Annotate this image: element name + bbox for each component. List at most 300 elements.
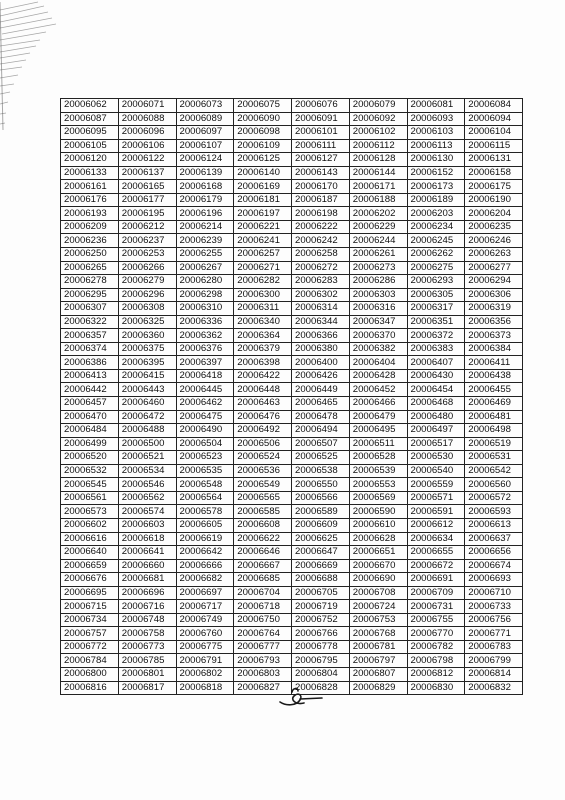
roll-number-cell: 20006642 — [176, 546, 234, 560]
roll-number-cell: 20006340 — [234, 315, 292, 329]
roll-number-cell: 20006395 — [118, 356, 176, 370]
roll-number-cell: 20006816 — [61, 681, 119, 695]
roll-number-cell: 20006258 — [292, 248, 350, 262]
roll-number-cell: 20006236 — [61, 234, 119, 248]
roll-number-cell: 20006504 — [176, 437, 234, 451]
roll-number-cell: 20006089 — [176, 112, 234, 126]
roll-number-cell: 20006263 — [465, 248, 523, 262]
roll-number-cell: 20006398 — [234, 356, 292, 370]
roll-number-cell: 20006534 — [118, 464, 176, 478]
roll-number-cell: 20006303 — [349, 288, 407, 302]
roll-number-cell: 20006603 — [118, 518, 176, 532]
roll-number-cell: 20006499 — [61, 437, 119, 451]
roll-number-cell: 20006634 — [407, 532, 465, 546]
table-row — [61, 491, 523, 505]
roll-number-cell: 20006322 — [61, 315, 119, 329]
roll-number-cell: 20006113 — [407, 139, 465, 153]
table-row — [61, 627, 523, 641]
roll-number-cell: 20006370 — [349, 329, 407, 343]
roll-number-cell: 20006357 — [61, 329, 119, 343]
table-row — [61, 424, 523, 438]
roll-number-cell: 20006681 — [118, 573, 176, 587]
roll-number-cell: 20006137 — [118, 166, 176, 180]
roll-number-cell: 20006690 — [349, 573, 407, 587]
roll-number-cell: 20006221 — [234, 220, 292, 234]
roll-number-cell: 20006463 — [234, 397, 292, 411]
roll-number-cell: 20006697 — [176, 586, 234, 600]
roll-number-cell: 20006407 — [407, 356, 465, 370]
roll-number-cell: 20006593 — [465, 505, 523, 519]
roll-number-cell: 20006204 — [465, 207, 523, 221]
roll-number-cell: 20006506 — [234, 437, 292, 451]
roll-number-cell: 20006734 — [61, 613, 119, 627]
roll-number-cell: 20006300 — [234, 288, 292, 302]
roll-number-cell: 20006497 — [407, 424, 465, 438]
roll-number-cell: 20006495 — [349, 424, 407, 438]
roll-number-cell: 20006608 — [234, 518, 292, 532]
roll-number-cell: 20006550 — [292, 478, 350, 492]
table-row — [61, 139, 523, 153]
roll-number-cell: 20006373 — [465, 329, 523, 343]
roll-number-cell: 20006090 — [234, 112, 292, 126]
roll-number-cell: 20006443 — [118, 383, 176, 397]
roll-number-cell: 20006382 — [349, 342, 407, 356]
table-row — [61, 220, 523, 234]
table-row — [61, 166, 523, 180]
roll-number-cell: 20006181 — [234, 193, 292, 207]
roll-number-cell: 20006803 — [234, 667, 292, 681]
roll-number-cell: 20006812 — [407, 667, 465, 681]
roll-number-cell: 20006773 — [118, 640, 176, 654]
roll-number-cell: 20006283 — [292, 275, 350, 289]
table-row — [61, 153, 523, 167]
roll-number-cell: 20006418 — [176, 369, 234, 383]
roll-number-cell: 20006095 — [61, 126, 119, 140]
roll-number-cell: 20006262 — [407, 248, 465, 262]
roll-number-cell: 20006651 — [349, 546, 407, 560]
table-row — [61, 126, 523, 140]
table-row — [61, 559, 523, 573]
roll-number-cell: 20006336 — [176, 315, 234, 329]
roll-number-cell: 20006688 — [292, 573, 350, 587]
roll-number-cell: 20006670 — [349, 559, 407, 573]
roll-number-cell: 20006696 — [118, 586, 176, 600]
roll-number-cell: 20006525 — [292, 451, 350, 465]
roll-number-cell: 20006549 — [234, 478, 292, 492]
roll-number-cell: 20006397 — [176, 356, 234, 370]
roll-number-cell: 20006347 — [349, 315, 407, 329]
roll-number-cell: 20006176 — [61, 193, 119, 207]
roll-number-cell: 20006569 — [349, 491, 407, 505]
roll-number-cell: 20006571 — [407, 491, 465, 505]
roll-number-cell: 20006814 — [465, 667, 523, 681]
roll-number-cell: 20006375 — [118, 342, 176, 356]
table-row — [61, 248, 523, 262]
roll-number-cell: 20006311 — [234, 302, 292, 316]
roll-number-cell: 20006170 — [292, 180, 350, 194]
roll-number-cell: 20006190 — [465, 193, 523, 207]
roll-number-cell: 20006366 — [292, 329, 350, 343]
roll-number-cell: 20006770 — [407, 627, 465, 641]
roll-number-cell: 20006411 — [465, 356, 523, 370]
roll-number-cell: 20006104 — [465, 126, 523, 140]
roll-number-cell: 20006828 — [292, 681, 350, 695]
roll-number-cell: 20006498 — [465, 424, 523, 438]
roll-number-cell: 20006245 — [407, 234, 465, 248]
roll-number-cell: 20006267 — [176, 261, 234, 275]
roll-number-cell: 20006196 — [176, 207, 234, 221]
roll-number-cell: 20006479 — [349, 410, 407, 424]
roll-number-cell: 20006275 — [407, 261, 465, 275]
roll-number-cell: 20006520 — [61, 451, 119, 465]
roll-number-cell: 20006242 — [292, 234, 350, 248]
roll-number-cell: 20006613 — [465, 518, 523, 532]
roll-number-cell: 20006536 — [234, 464, 292, 478]
roll-number-cell: 20006625 — [292, 532, 350, 546]
roll-number-cell: 20006753 — [349, 613, 407, 627]
roll-number-cell: 20006187 — [292, 193, 350, 207]
table-row — [61, 654, 523, 668]
roll-number-cell: 20006561 — [61, 491, 119, 505]
roll-number-cell: 20006559 — [407, 478, 465, 492]
roll-number-cell: 20006695 — [61, 586, 119, 600]
roll-number-cell: 20006778 — [292, 640, 350, 654]
roll-number-cell: 20006801 — [118, 667, 176, 681]
roll-number-cell: 20006455 — [465, 383, 523, 397]
table-row — [61, 356, 523, 370]
roll-number-cell: 20006374 — [61, 342, 119, 356]
roll-number-cell: 20006278 — [61, 275, 119, 289]
roll-number-cell: 20006519 — [465, 437, 523, 451]
table-row — [61, 600, 523, 614]
table-row — [61, 99, 523, 113]
roll-number-cell: 20006691 — [407, 573, 465, 587]
roll-number-cell: 20006797 — [349, 654, 407, 668]
table-row — [61, 437, 523, 451]
table-row — [61, 193, 523, 207]
roll-number-cell: 20006531 — [465, 451, 523, 465]
table-row — [61, 478, 523, 492]
roll-number-cell: 20006356 — [465, 315, 523, 329]
table-row — [61, 275, 523, 289]
roll-number-cell: 20006360 — [118, 329, 176, 343]
roll-number-cell: 20006454 — [407, 383, 465, 397]
roll-number-cell: 20006380 — [292, 342, 350, 356]
roll-number-cell: 20006748 — [118, 613, 176, 627]
roll-number-cell: 20006656 — [465, 546, 523, 560]
roll-number-cell: 20006724 — [349, 600, 407, 614]
table-row — [61, 613, 523, 627]
roll-number-cell: 20006295 — [61, 288, 119, 302]
roll-number-cell: 20006628 — [349, 532, 407, 546]
roll-number-cell: 20006560 — [465, 478, 523, 492]
roll-number-cell: 20006605 — [176, 518, 234, 532]
roll-number-cell: 20006273 — [349, 261, 407, 275]
roll-number-cell: 20006325 — [118, 315, 176, 329]
roll-number-cell: 20006415 — [118, 369, 176, 383]
roll-number-cell: 20006293 — [407, 275, 465, 289]
roll-number-cell: 20006469 — [465, 397, 523, 411]
roll-number-cell: 20006152 — [407, 166, 465, 180]
roll-number-cell: 20006169 — [234, 180, 292, 194]
roll-number-cell: 20006465 — [292, 397, 350, 411]
roll-number-cell: 20006457 — [61, 397, 119, 411]
roll-number-cell: 20006733 — [465, 600, 523, 614]
roll-number-cell: 20006430 — [407, 369, 465, 383]
roll-number-cell: 20006480 — [407, 410, 465, 424]
roll-number-cell: 20006578 — [176, 505, 234, 519]
roll-number-cell: 20006548 — [176, 478, 234, 492]
table-row — [61, 464, 523, 478]
roll-number-cell: 20006175 — [465, 180, 523, 194]
roll-number-cell: 20006307 — [61, 302, 119, 316]
roll-number-cell: 20006075 — [234, 99, 292, 113]
roll-number-cell: 20006674 — [465, 559, 523, 573]
roll-number-cell: 20006705 — [292, 586, 350, 600]
roll-number-cell: 20006641 — [118, 546, 176, 560]
roll-number-cell: 20006532 — [61, 464, 119, 478]
roll-number-cell: 20006766 — [292, 627, 350, 641]
roll-number-cell: 20006255 — [176, 248, 234, 262]
roll-number-cell: 20006755 — [407, 613, 465, 627]
roll-number-cell: 20006122 — [118, 153, 176, 167]
roll-number-cell: 20006308 — [118, 302, 176, 316]
roll-number-cell: 20006319 — [465, 302, 523, 316]
roll-number-cell: 20006546 — [118, 478, 176, 492]
roll-number-cell: 20006827 — [234, 681, 292, 695]
roll-number-cell: 20006669 — [292, 559, 350, 573]
table-row — [61, 451, 523, 465]
roll-number-cell: 20006127 — [292, 153, 350, 167]
roll-number-cell: 20006719 — [292, 600, 350, 614]
roll-number-cell: 20006466 — [349, 397, 407, 411]
table-row — [61, 383, 523, 397]
roll-number-cell: 20006521 — [118, 451, 176, 465]
roll-number-cell: 20006130 — [407, 153, 465, 167]
roll-number-cell: 20006112 — [349, 139, 407, 153]
roll-number-cell: 20006234 — [407, 220, 465, 234]
roll-number-cell: 20006062 — [61, 99, 119, 113]
roll-number-cell: 20006094 — [465, 112, 523, 126]
roll-number-cell: 20006717 — [176, 600, 234, 614]
roll-number-cell: 20006481 — [465, 410, 523, 424]
roll-table-body — [61, 99, 523, 695]
roll-number-cell: 20006364 — [234, 329, 292, 343]
roll-number-cell: 20006731 — [407, 600, 465, 614]
roll-number-cell: 20006476 — [234, 410, 292, 424]
roll-number-cell: 20006093 — [407, 112, 465, 126]
roll-number-cell: 20006081 — [407, 99, 465, 113]
roll-number-cell: 20006133 — [61, 166, 119, 180]
roll-number-cell: 20006710 — [465, 586, 523, 600]
roll-number-cell: 20006660 — [118, 559, 176, 573]
roll-number-cell: 20006107 — [176, 139, 234, 153]
table-row — [61, 315, 523, 329]
roll-number-cell: 20006088 — [118, 112, 176, 126]
roll-number-cell: 20006470 — [61, 410, 119, 424]
table-row — [61, 207, 523, 221]
table-row — [61, 546, 523, 560]
table-row — [61, 505, 523, 519]
roll-number-cell: 20006209 — [61, 220, 119, 234]
roll-number-cell: 20006718 — [234, 600, 292, 614]
roll-number-cell: 20006203 — [407, 207, 465, 221]
roll-number-cell: 20006799 — [465, 654, 523, 668]
roll-number-cell: 20006404 — [349, 356, 407, 370]
roll-number-cell: 20006475 — [176, 410, 234, 424]
roll-number-cell: 20006590 — [349, 505, 407, 519]
roll-number-cell: 20006257 — [234, 248, 292, 262]
roll-number-cell: 20006189 — [407, 193, 465, 207]
roll-number-cell: 20006564 — [176, 491, 234, 505]
roll-number-cell: 20006511 — [349, 437, 407, 451]
roll-number-cell: 20006798 — [407, 654, 465, 668]
roll-number-cell: 20006646 — [234, 546, 292, 560]
roll-number-cell: 20006490 — [176, 424, 234, 438]
roll-number-cell: 20006535 — [176, 464, 234, 478]
roll-number-cell: 20006428 — [349, 369, 407, 383]
roll-number-cell: 20006198 — [292, 207, 350, 221]
table-row — [61, 369, 523, 383]
roll-number-cell: 20006165 — [118, 180, 176, 194]
roll-number-cell: 20006452 — [349, 383, 407, 397]
roll-number-cell: 20006229 — [349, 220, 407, 234]
roll-number-cell: 20006101 — [292, 126, 350, 140]
roll-number-cell: 20006494 — [292, 424, 350, 438]
roll-number-cell: 20006143 — [292, 166, 350, 180]
roll-number-cell: 20006693 — [465, 573, 523, 587]
roll-number-cell: 20006171 — [349, 180, 407, 194]
table-row — [61, 586, 523, 600]
roll-number-cell: 20006783 — [465, 640, 523, 654]
roll-number-cell: 20006775 — [176, 640, 234, 654]
roll-number-cell: 20006785 — [118, 654, 176, 668]
roll-number-cell: 20006462 — [176, 397, 234, 411]
roll-number-cell: 20006610 — [349, 518, 407, 532]
roll-number-cell: 20006685 — [234, 573, 292, 587]
roll-number-cell: 20006193 — [61, 207, 119, 221]
roll-number-cell: 20006756 — [465, 613, 523, 627]
roll-number-cell: 20006235 — [465, 220, 523, 234]
roll-number-cell: 20006400 — [292, 356, 350, 370]
roll-number-cell: 20006640 — [61, 546, 119, 560]
roll-number-cell: 20006202 — [349, 207, 407, 221]
roll-number-cell: 20006500 — [118, 437, 176, 451]
roll-number-cell: 20006305 — [407, 288, 465, 302]
roll-number-cell: 20006807 — [349, 667, 407, 681]
roll-number-cell: 20006749 — [176, 613, 234, 627]
roll-number-cell: 20006709 — [407, 586, 465, 600]
roll-number-cell: 20006832 — [465, 681, 523, 695]
roll-number-cell: 20006266 — [118, 261, 176, 275]
roll-number-cell: 20006286 — [349, 275, 407, 289]
roll-number-cell: 20006667 — [234, 559, 292, 573]
roll-number-cell: 20006124 — [176, 153, 234, 167]
roll-number-cell: 20006795 — [292, 654, 350, 668]
roll-number-table — [60, 98, 523, 695]
table-row — [61, 667, 523, 681]
table-row — [61, 288, 523, 302]
roll-number-cell: 20006071 — [118, 99, 176, 113]
roll-number-cell: 20006478 — [292, 410, 350, 424]
roll-number-cell: 20006585 — [234, 505, 292, 519]
roll-number-cell: 20006542 — [465, 464, 523, 478]
roll-number-cell: 20006800 — [61, 667, 119, 681]
roll-number-cell: 20006277 — [465, 261, 523, 275]
roll-number-cell: 20006106 — [118, 139, 176, 153]
roll-number-cell: 20006782 — [407, 640, 465, 654]
table-row — [61, 261, 523, 275]
roll-number-cell: 20006609 — [292, 518, 350, 532]
roll-number-cell: 20006280 — [176, 275, 234, 289]
roll-number-cell: 20006472 — [118, 410, 176, 424]
roll-number-cell: 20006120 — [61, 153, 119, 167]
roll-number-cell: 20006188 — [349, 193, 407, 207]
roll-number-cell: 20006676 — [61, 573, 119, 587]
roll-number-cell: 20006438 — [465, 369, 523, 383]
roll-number-cell: 20006760 — [176, 627, 234, 641]
roll-number-cell: 20006079 — [349, 99, 407, 113]
roll-number-cell: 20006802 — [176, 667, 234, 681]
roll-number-cell: 20006524 — [234, 451, 292, 465]
roll-number-cell: 20006383 — [407, 342, 465, 356]
roll-number-cell: 20006087 — [61, 112, 119, 126]
roll-number-cell: 20006589 — [292, 505, 350, 519]
roll-number-cell: 20006384 — [465, 342, 523, 356]
roll-number-cell: 20006246 — [465, 234, 523, 248]
roll-number-cell: 20006793 — [234, 654, 292, 668]
roll-number-cell: 20006538 — [292, 464, 350, 478]
table-row — [61, 410, 523, 424]
roll-number-cell: 20006177 — [118, 193, 176, 207]
roll-number-cell: 20006282 — [234, 275, 292, 289]
roll-number-cell: 20006602 — [61, 518, 119, 532]
roll-number-cell: 20006647 — [292, 546, 350, 560]
table-row — [61, 180, 523, 194]
roll-number-cell: 20006771 — [465, 627, 523, 641]
roll-number-cell: 20006507 — [292, 437, 350, 451]
roll-number-cell: 20006682 — [176, 573, 234, 587]
roll-number-cell: 20006306 — [465, 288, 523, 302]
table-row — [61, 397, 523, 411]
roll-number-cell: 20006637 — [465, 532, 523, 546]
roll-number-cell: 20006144 — [349, 166, 407, 180]
roll-number-cell: 20006115 — [465, 139, 523, 153]
roll-number-cell: 20006573 — [61, 505, 119, 519]
roll-number-cell: 20006829 — [349, 681, 407, 695]
roll-number-cell: 20006098 — [234, 126, 292, 140]
roll-number-cell: 20006672 — [407, 559, 465, 573]
roll-number-cell: 20006317 — [407, 302, 465, 316]
roll-number-cell: 20006298 — [176, 288, 234, 302]
roll-number-cell: 20006294 — [465, 275, 523, 289]
roll-number-cell: 20006073 — [176, 99, 234, 113]
roll-number-cell: 20006655 — [407, 546, 465, 560]
roll-number-cell: 20006750 — [234, 613, 292, 627]
roll-number-cell: 20006140 — [234, 166, 292, 180]
roll-number-cell: 20006239 — [176, 234, 234, 248]
roll-number-cell: 20006565 — [234, 491, 292, 505]
roll-number-cell: 20006272 — [292, 261, 350, 275]
roll-number-cell: 20006758 — [118, 627, 176, 641]
roll-number-cell: 20006562 — [118, 491, 176, 505]
roll-number-cell: 20006530 — [407, 451, 465, 465]
roll-number-cell: 20006523 — [176, 451, 234, 465]
roll-number-cell: 20006422 — [234, 369, 292, 383]
roll-number-cell: 20006161 — [61, 180, 119, 194]
roll-number-cell: 20006772 — [61, 640, 119, 654]
roll-number-cell: 20006528 — [349, 451, 407, 465]
